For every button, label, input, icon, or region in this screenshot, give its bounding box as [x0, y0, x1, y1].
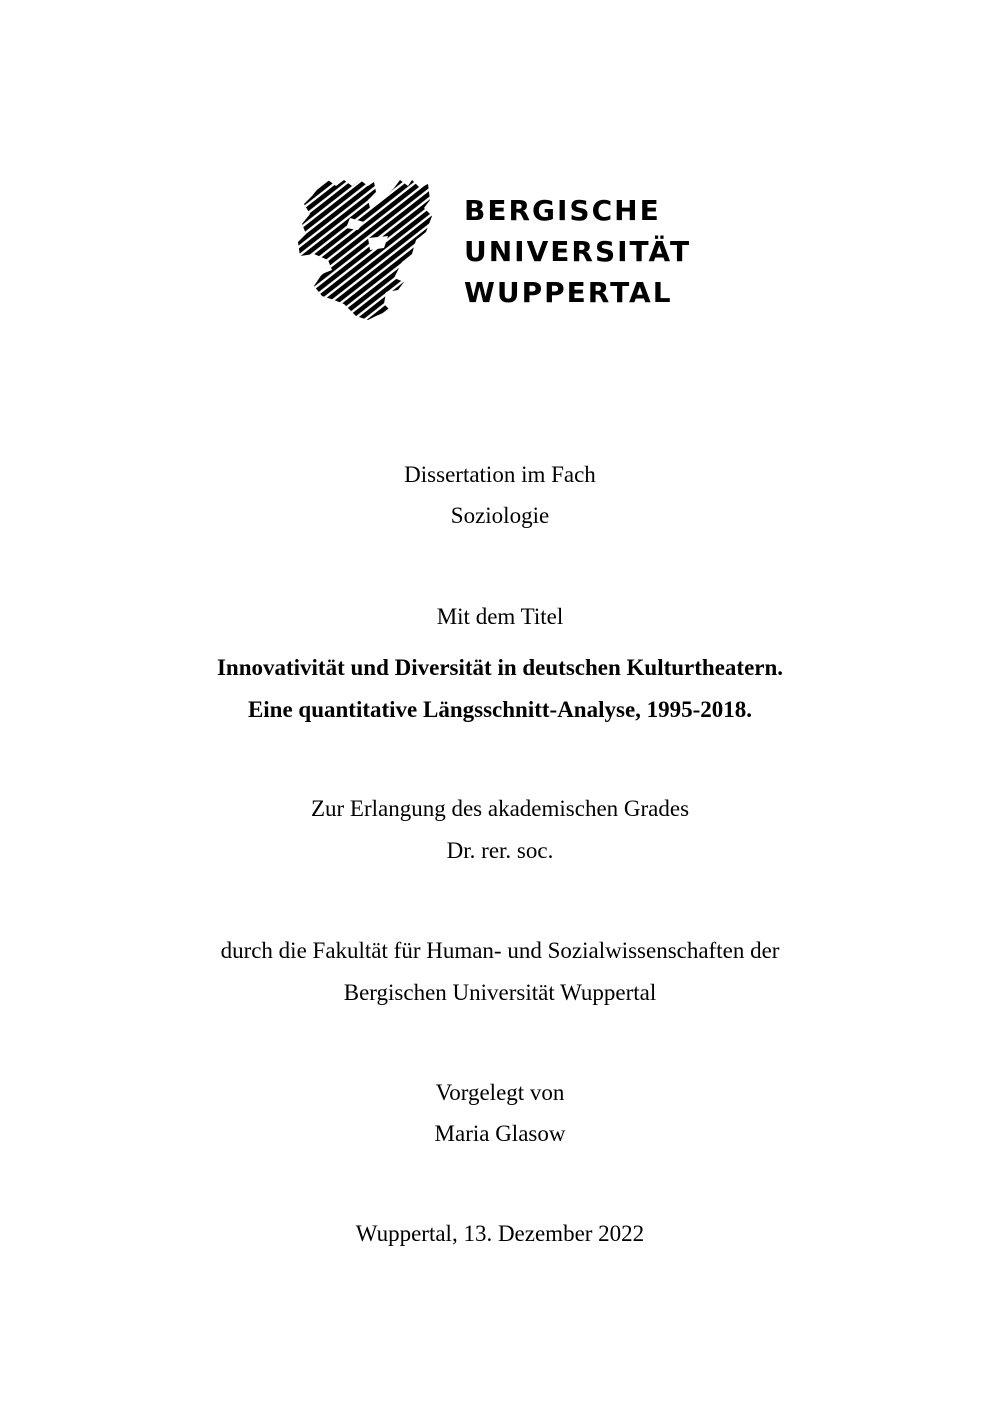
- lion-crest-icon: [298, 178, 434, 320]
- university-name-line1: BERGISCHE: [464, 194, 661, 227]
- title-line-2: Eine quantitative Längsschnitt-Analyse, 1995-2018.: [247, 697, 753, 722]
- degree-name: Dr. rer. soc.: [446, 838, 554, 863]
- university-name: [464, 190, 691, 313]
- university-logo: [298, 178, 698, 323]
- author-intro: Vorgelegt von: [435, 1080, 565, 1105]
- degree-intro: Zur Erlangung des akademischen Grades: [310, 796, 690, 821]
- title-intro: Mit dem Titel: [436, 604, 564, 629]
- faculty-line-2: Bergischen Universität Wuppertal: [343, 980, 657, 1005]
- faculty-line-1: durch die Fakultät für Human- und Sozialwissenschaften der: [220, 938, 780, 963]
- title-line-1: Innovativität und Diversität in deutschen Kulturtheatern.: [216, 655, 784, 680]
- place-date: Wuppertal, 13. Dezember 2022: [355, 1221, 645, 1246]
- dissertation-field: Soziologie: [450, 503, 550, 528]
- dissertation-field-label: Dissertation im Fach: [404, 462, 596, 487]
- university-name-line3: WUPPERTAL: [464, 276, 673, 309]
- university-name-line2: UNIVERSITÄT: [464, 235, 692, 268]
- author-name: Maria Glasow: [434, 1121, 566, 1146]
